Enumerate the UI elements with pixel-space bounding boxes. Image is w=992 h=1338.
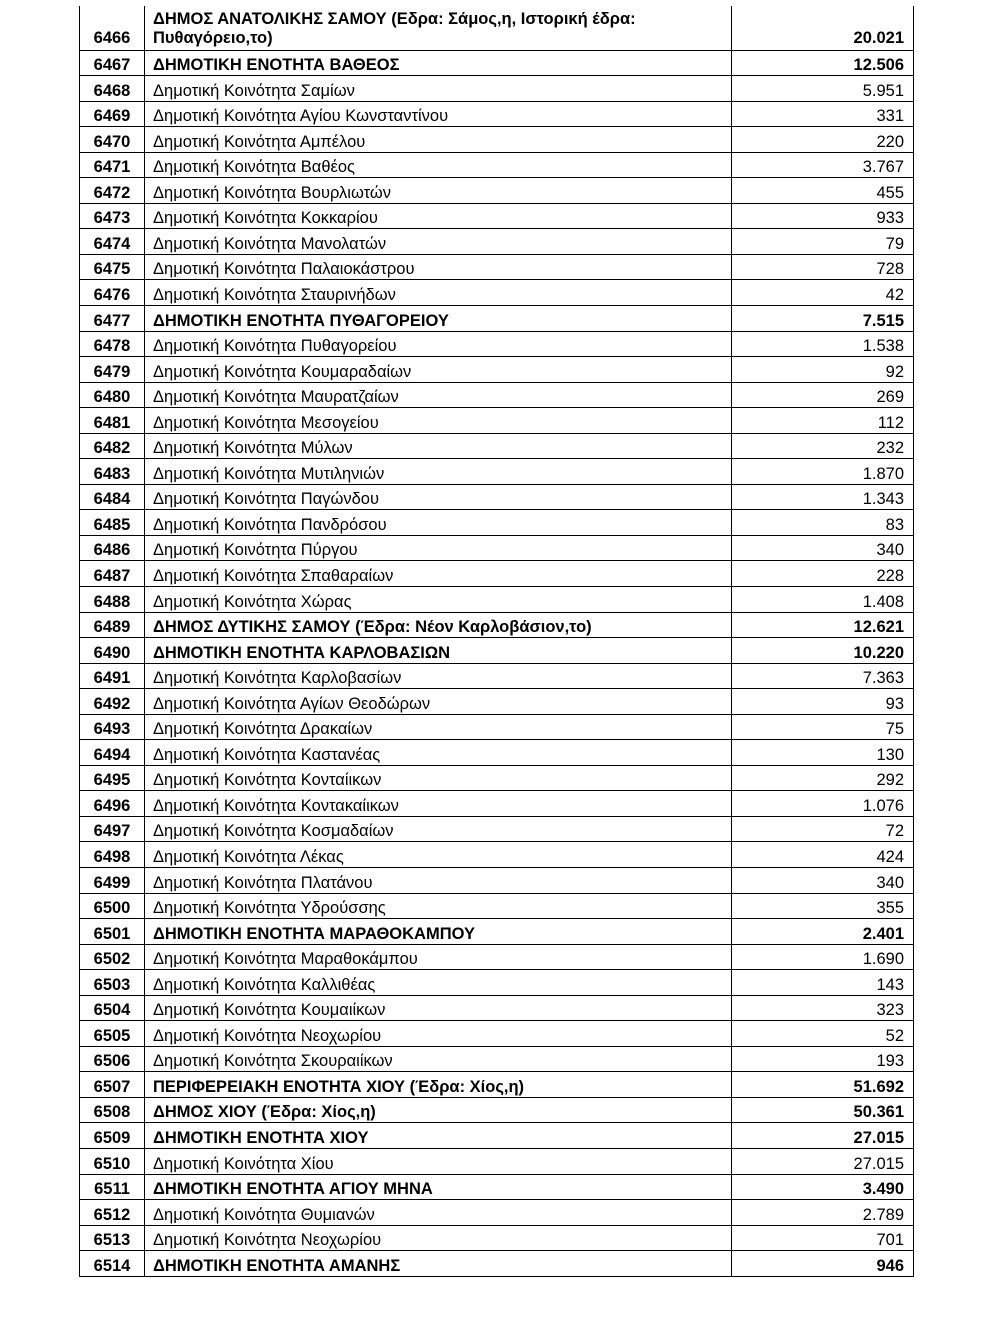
row-code: 6511 xyxy=(80,1174,145,1200)
row-code: 6486 xyxy=(80,535,145,561)
row-value: 323 xyxy=(732,995,914,1021)
row-code: 6483 xyxy=(80,459,145,485)
row-code: 6485 xyxy=(80,510,145,536)
row-code: 6490 xyxy=(80,638,145,664)
row-code: 6507 xyxy=(80,1072,145,1098)
table-row xyxy=(80,50,914,76)
table-row xyxy=(80,484,914,510)
table-row xyxy=(80,1072,914,1098)
row-code: 6472 xyxy=(80,178,145,204)
row-value: 1.538 xyxy=(732,331,914,357)
table-row xyxy=(80,1200,914,1226)
row-value: 7.515 xyxy=(732,305,914,331)
row-value: 10.220 xyxy=(732,638,914,664)
row-code: 6466 xyxy=(80,6,145,50)
row-value: 1.343 xyxy=(732,484,914,510)
table-row xyxy=(80,6,914,50)
table-row xyxy=(80,178,914,204)
row-value: 2.789 xyxy=(732,1200,914,1226)
row-code: 6488 xyxy=(80,586,145,612)
row-value: 79 xyxy=(732,229,914,255)
row-name: ΔΗΜΟΤΙΚΗ ΕΝΟΤΗΤΑ ΑΜΑΝΗΣ xyxy=(145,1251,732,1277)
row-name: Δημοτική Κοινότητα Νεοχωρίου xyxy=(145,1021,732,1047)
table-row xyxy=(80,816,914,842)
row-name: Δημοτική Κοινότητα Κοκκαρίου xyxy=(145,203,732,229)
table-row xyxy=(80,586,914,612)
row-code: 6502 xyxy=(80,944,145,970)
row-name: Δημοτική Κοινότητα Σκουραιίκων xyxy=(145,1046,732,1072)
row-name: Δημοτική Κοινότητα Πανδρόσου xyxy=(145,510,732,536)
row-name: ΔΗΜΟΤΙΚΗ ΕΝΟΤΗΤΑ ΠΥΘΑΓΟΡΕΙΟΥ xyxy=(145,305,732,331)
table-row xyxy=(80,893,914,919)
table-row xyxy=(80,689,914,715)
row-name: ΔΗΜΟΤΙΚΗ ΕΝΟΤΗΤΑ ΑΓΙΟΥ ΜΗΝΑ xyxy=(145,1174,732,1200)
row-code: 6491 xyxy=(80,663,145,689)
table-row xyxy=(80,638,914,664)
row-name: Δημοτική Κοινότητα Παγώνδου xyxy=(145,484,732,510)
table-row xyxy=(80,535,914,561)
table-row xyxy=(80,970,914,996)
row-value: 2.401 xyxy=(732,919,914,945)
table-row xyxy=(80,76,914,102)
table-row xyxy=(80,561,914,587)
row-name: ΠΕΡΙΦΕΡΕΙΑΚΗ ΕΝΟΤΗΤΑ ΧΙΟΥ (Έδρα: Χίος,η) xyxy=(145,1072,732,1098)
row-name: Δημοτική Κοινότητα Πλατάνου xyxy=(145,868,732,894)
row-value: 72 xyxy=(732,816,914,842)
table-row xyxy=(80,1021,914,1047)
row-value: 292 xyxy=(732,765,914,791)
row-code: 6475 xyxy=(80,254,145,280)
row-value: 269 xyxy=(732,382,914,408)
table-row xyxy=(80,433,914,459)
row-name: Δημοτική Κοινότητα Υδρούσσης xyxy=(145,893,732,919)
row-value: 728 xyxy=(732,254,914,280)
row-value: 1.408 xyxy=(732,586,914,612)
row-code: 6471 xyxy=(80,152,145,178)
row-name: Δημοτική Κοινότητα Θυμιανών xyxy=(145,1200,732,1226)
row-name: Δημοτική Κοινότητα Σταυρινήδων xyxy=(145,280,732,306)
row-value: 340 xyxy=(732,535,914,561)
row-name: ΔΗΜΟΤΙΚΗ ΕΝΟΤΗΤΑ ΒΑΘΕΟΣ xyxy=(145,50,732,76)
row-value: 424 xyxy=(732,842,914,868)
table-row xyxy=(80,868,914,894)
row-value: 130 xyxy=(732,740,914,766)
row-code: 6493 xyxy=(80,714,145,740)
row-code: 6494 xyxy=(80,740,145,766)
table-row xyxy=(80,765,914,791)
row-code: 6480 xyxy=(80,382,145,408)
row-value: 1.690 xyxy=(732,944,914,970)
row-code: 6499 xyxy=(80,868,145,894)
row-code: 6512 xyxy=(80,1200,145,1226)
row-code: 6477 xyxy=(80,305,145,331)
row-name: Δημοτική Κοινότητα Κουμαραδαίων xyxy=(145,357,732,383)
table-row xyxy=(80,612,914,638)
row-name: ΔΗΜΟΣ ΧΙΟΥ (Έδρα: Χίος,η) xyxy=(145,1097,732,1123)
row-code: 6482 xyxy=(80,433,145,459)
row-name: Δημοτική Κοινότητα Αγίου Κωνσταντίνου xyxy=(145,101,732,127)
row-code: 6467 xyxy=(80,50,145,76)
table-row xyxy=(80,382,914,408)
row-name: Δημοτική Κοινότητα Πυθαγορείου xyxy=(145,331,732,357)
table-row xyxy=(80,229,914,255)
row-name: Δημοτική Κοινότητα Σπαθαραίων xyxy=(145,561,732,587)
row-value: 455 xyxy=(732,178,914,204)
row-code: 6510 xyxy=(80,1149,145,1175)
row-name: Δημοτική Κοινότητα Δρακαίων xyxy=(145,714,732,740)
table-row xyxy=(80,1097,914,1123)
row-value: 27.015 xyxy=(732,1123,914,1149)
row-value: 220 xyxy=(732,127,914,153)
row-name: Δημοτική Κοινότητα Νεοχωρίου xyxy=(145,1225,732,1251)
table-row xyxy=(80,408,914,434)
row-value: 50.361 xyxy=(732,1097,914,1123)
row-name: Δημοτική Κοινότητα Λέκας xyxy=(145,842,732,868)
population-table xyxy=(79,6,914,1277)
table-row xyxy=(80,740,914,766)
row-name: Δημοτική Κοινότητα Καρλοβασίων xyxy=(145,663,732,689)
row-name: Δημοτική Κοινότητα Μανολατών xyxy=(145,229,732,255)
table-row xyxy=(80,1174,914,1200)
table-row xyxy=(80,1123,914,1149)
row-code: 6501 xyxy=(80,919,145,945)
table-row xyxy=(80,995,914,1021)
row-code: 6492 xyxy=(80,689,145,715)
row-value: 331 xyxy=(732,101,914,127)
row-value: 232 xyxy=(732,433,914,459)
row-code: 6478 xyxy=(80,331,145,357)
row-value: 83 xyxy=(732,510,914,536)
row-value: 3.767 xyxy=(732,152,914,178)
row-code: 6513 xyxy=(80,1225,145,1251)
table-row xyxy=(80,510,914,536)
row-code: 6489 xyxy=(80,612,145,638)
row-name: Δημοτική Κοινότητα Καλλιθέας xyxy=(145,970,732,996)
table-body xyxy=(80,6,914,1276)
table-row xyxy=(80,152,914,178)
row-name: Δημοτική Κοινότητα Παλαιοκάστρου xyxy=(145,254,732,280)
table-row xyxy=(80,280,914,306)
table-row xyxy=(80,1149,914,1175)
row-value: 701 xyxy=(732,1225,914,1251)
row-code: 6484 xyxy=(80,484,145,510)
table-row xyxy=(80,944,914,970)
table-row xyxy=(80,127,914,153)
table-row xyxy=(80,305,914,331)
row-name: Δημοτική Κοινότητα Χίου xyxy=(145,1149,732,1175)
row-value: 5.951 xyxy=(732,76,914,102)
row-name: Δημοτική Κοινότητα Βαθέος xyxy=(145,152,732,178)
row-code: 6487 xyxy=(80,561,145,587)
row-value: 1.076 xyxy=(732,791,914,817)
row-name: Δημοτική Κοινότητα Μυτιληνιών xyxy=(145,459,732,485)
row-code: 6505 xyxy=(80,1021,145,1047)
row-code: 6473 xyxy=(80,203,145,229)
row-code: 6481 xyxy=(80,408,145,434)
row-value: 228 xyxy=(732,561,914,587)
row-code: 6497 xyxy=(80,816,145,842)
row-name: Δημοτική Κοινότητα Βουρλιωτών xyxy=(145,178,732,204)
row-code: 6506 xyxy=(80,1046,145,1072)
row-value: 12.621 xyxy=(732,612,914,638)
table-row xyxy=(80,791,914,817)
row-code: 6469 xyxy=(80,101,145,127)
row-name: Δημοτική Κοινότητα Πύργου xyxy=(145,535,732,561)
row-code: 6476 xyxy=(80,280,145,306)
table-row xyxy=(80,1225,914,1251)
row-code: 6495 xyxy=(80,765,145,791)
row-name: ΔΗΜΟΤΙΚΗ ΕΝΟΤΗΤΑ ΧΙΟΥ xyxy=(145,1123,732,1149)
row-value: 1.870 xyxy=(732,459,914,485)
row-name: ΔΗΜΟΤΙΚΗ ΕΝΟΤΗΤΑ ΜΑΡΑΘΟΚΑΜΠΟΥ xyxy=(145,919,732,945)
row-name: Δημοτική Κοινότητα Μεσογείου xyxy=(145,408,732,434)
row-name: Δημοτική Κοινότητα Κονταίικων xyxy=(145,765,732,791)
row-value: 193 xyxy=(732,1046,914,1072)
table-row xyxy=(80,714,914,740)
row-name: ΔΗΜΟΣ ΑΝΑΤΟΛΙΚΗΣ ΣΑΜΟΥ (Εδρα: Σάμος,η, Ιστορική έδρα: Πυθαγόρειο,το) xyxy=(145,6,732,50)
table-row xyxy=(80,1251,914,1277)
row-name: Δημοτική Κοινότητα Σαμίων xyxy=(145,76,732,102)
row-value: 143 xyxy=(732,970,914,996)
table-row xyxy=(80,254,914,280)
row-value: 51.692 xyxy=(732,1072,914,1098)
table-row xyxy=(80,331,914,357)
row-value: 112 xyxy=(732,408,914,434)
table-row xyxy=(80,842,914,868)
row-name: Δημοτική Κοινότητα Αγίων Θεοδώρων xyxy=(145,689,732,715)
row-name: Δημοτική Κοινότητα Μαραθοκάμπου xyxy=(145,944,732,970)
row-code: 6503 xyxy=(80,970,145,996)
row-name: Δημοτική Κοινότητα Καστανέας xyxy=(145,740,732,766)
row-value: 933 xyxy=(732,203,914,229)
row-value: 946 xyxy=(732,1251,914,1277)
table-row xyxy=(80,101,914,127)
row-value: 75 xyxy=(732,714,914,740)
row-code: 6474 xyxy=(80,229,145,255)
row-name: Δημοτική Κοινότητα Κουμαιίκων xyxy=(145,995,732,1021)
row-name: ΔΗΜΟΤΙΚΗ ΕΝΟΤΗΤΑ ΚΑΡΛΟΒΑΣΙΩΝ xyxy=(145,638,732,664)
row-value: 3.490 xyxy=(732,1174,914,1200)
row-value: 27.015 xyxy=(732,1149,914,1175)
row-name: Δημοτική Κοινότητα Κοντακαίικων xyxy=(145,791,732,817)
row-code: 6514 xyxy=(80,1251,145,1277)
row-name: Δημοτική Κοινότητα Κοσμαδαίων xyxy=(145,816,732,842)
row-code: 6509 xyxy=(80,1123,145,1149)
row-name: Δημοτική Κοινότητα Μαυρατζαίων xyxy=(145,382,732,408)
row-name: Δημοτική Κοινότητα Αμπέλου xyxy=(145,127,732,153)
row-name: ΔΗΜΟΣ ΔΥΤΙΚΗΣ ΣΑΜΟΥ (Έδρα: Νέον Καρλοβάσιον,το) xyxy=(145,612,732,638)
row-value: 7.363 xyxy=(732,663,914,689)
row-value: 20.021 xyxy=(732,6,914,50)
row-value: 92 xyxy=(732,357,914,383)
table-row xyxy=(80,919,914,945)
row-code: 6498 xyxy=(80,842,145,868)
row-value: 355 xyxy=(732,893,914,919)
row-value: 93 xyxy=(732,689,914,715)
row-code: 6496 xyxy=(80,791,145,817)
row-code: 6468 xyxy=(80,76,145,102)
table-row xyxy=(80,1046,914,1072)
row-value: 42 xyxy=(732,280,914,306)
row-code: 6479 xyxy=(80,357,145,383)
row-name: Δημοτική Κοινότητα Χώρας xyxy=(145,586,732,612)
row-value: 52 xyxy=(732,1021,914,1047)
table-row xyxy=(80,357,914,383)
row-code: 6470 xyxy=(80,127,145,153)
table-row xyxy=(80,459,914,485)
row-name: Δημοτική Κοινότητα Μύλων xyxy=(145,433,732,459)
row-value: 12.506 xyxy=(732,50,914,76)
row-value: 340 xyxy=(732,868,914,894)
row-code: 6504 xyxy=(80,995,145,1021)
row-code: 6500 xyxy=(80,893,145,919)
table-row xyxy=(80,663,914,689)
row-code: 6508 xyxy=(80,1097,145,1123)
table-row xyxy=(80,203,914,229)
